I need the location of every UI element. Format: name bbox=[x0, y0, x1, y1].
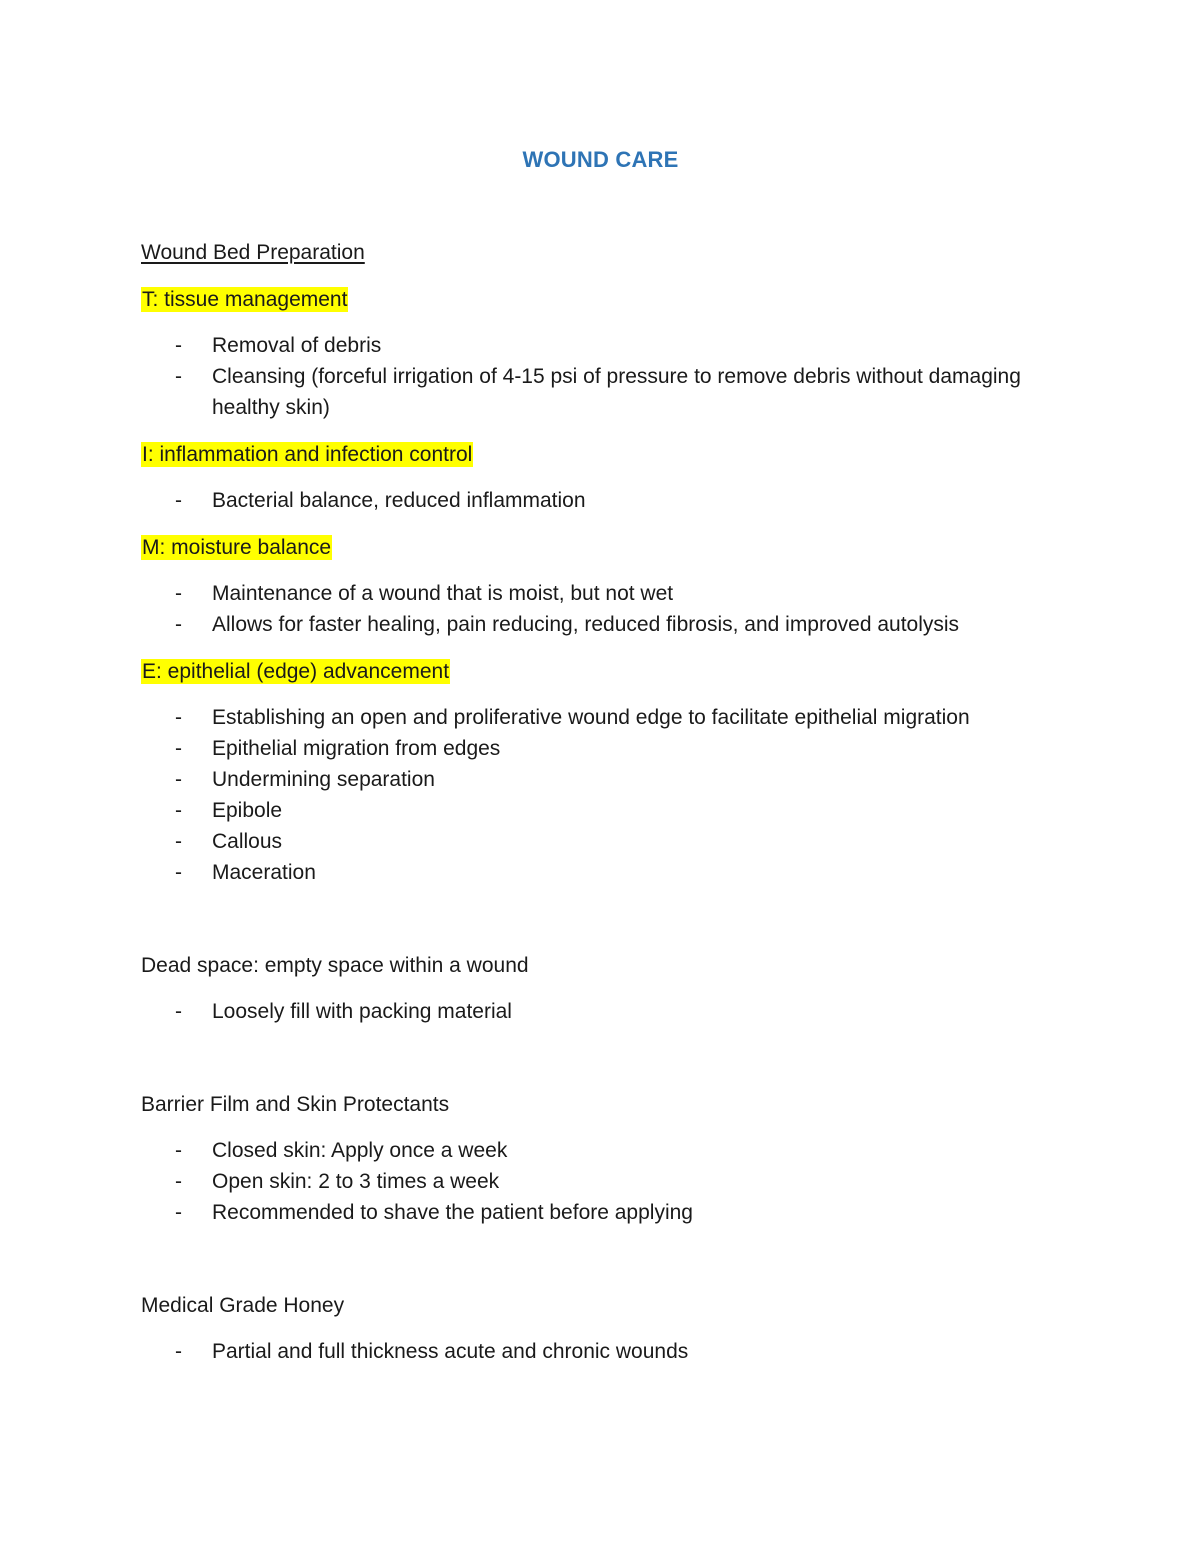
wound-bed-heading: Wound Bed Preparation bbox=[141, 241, 365, 264]
barrier-heading: Barrier Film and Skin Protectants bbox=[141, 1093, 450, 1116]
dash-bullet: - bbox=[175, 1139, 182, 1162]
section-m-highlight: M: moisture balance bbox=[142, 536, 332, 559]
section-t-label bbox=[141, 284, 1060, 315]
section-t-list bbox=[141, 330, 1060, 423]
section-m-label bbox=[141, 532, 1060, 563]
section-e-list bbox=[141, 702, 1060, 888]
list-item: - Open skin: 2 to 3 times a week bbox=[141, 1166, 1060, 1197]
dash-bullet: - bbox=[175, 365, 182, 388]
dash-bullet: - bbox=[175, 768, 182, 791]
dash-bullet: - bbox=[175, 1201, 182, 1224]
list-item: - Callous bbox=[141, 826, 1060, 857]
list-item: - Undermining separation bbox=[141, 764, 1060, 795]
dash-bullet: - bbox=[175, 830, 182, 853]
section-e-highlight: E: epithelial (edge) advancement bbox=[142, 660, 450, 683]
dash-bullet: - bbox=[175, 861, 182, 884]
list-item: - Allows for faster healing, pain reducing, reduced fibrosis, and improved autolysis bbox=[141, 609, 1060, 640]
list-item: - Bacterial balance, reduced inflammation bbox=[141, 485, 1060, 516]
dash-bullet: - bbox=[175, 613, 182, 636]
list-item: - Maintenance of a wound that is moist, but not wet bbox=[141, 578, 1060, 609]
list-item: - Partial and full thickness acute and chronic wounds bbox=[141, 1336, 1060, 1367]
honey-list bbox=[141, 1336, 1060, 1367]
dash-bullet: - bbox=[175, 737, 182, 760]
list-item: - Maceration bbox=[141, 857, 1060, 888]
dash-bullet: - bbox=[175, 799, 182, 822]
list-item: - Establishing an open and proliferative wound edge to facilitate epithelial migration bbox=[141, 702, 1060, 733]
section-i-list bbox=[141, 485, 1060, 516]
barrier-list bbox=[141, 1135, 1060, 1228]
list-item: - Epibole bbox=[141, 795, 1060, 826]
dash-bullet: - bbox=[175, 334, 182, 357]
list-item: - Recommended to shave the patient before applying bbox=[141, 1197, 1060, 1228]
section-i-highlight: I: inflammation and infection control bbox=[142, 443, 473, 466]
dash-bullet: - bbox=[175, 1340, 182, 1363]
dead-space-list bbox=[141, 996, 1060, 1027]
list-item: - Cleansing (forceful irrigation of 4-15 psi of pressure to remove debris without damaging healthy skin) bbox=[141, 361, 1060, 423]
list-item: - Loosely fill with packing material bbox=[141, 996, 1060, 1027]
section-m-list bbox=[141, 578, 1060, 640]
dead-space-heading: Dead space: empty space within a wound bbox=[141, 954, 529, 977]
list-item: - Removal of debris bbox=[141, 330, 1060, 361]
dash-bullet: - bbox=[175, 1000, 182, 1023]
dash-bullet: - bbox=[175, 582, 182, 605]
section-e-label bbox=[141, 656, 1060, 687]
dash-bullet: - bbox=[175, 706, 182, 729]
section-t-highlight: T: tissue management bbox=[142, 288, 348, 311]
list-item: - Epithelial migration from edges bbox=[141, 733, 1060, 764]
honey-heading: Medical Grade Honey bbox=[141, 1294, 345, 1317]
document-title: WOUND CARE bbox=[522, 147, 679, 172]
dash-bullet: - bbox=[175, 489, 182, 512]
dash-bullet: - bbox=[175, 1170, 182, 1193]
section-i-label bbox=[141, 439, 1060, 470]
list-item: - Closed skin: Apply once a week bbox=[141, 1135, 1060, 1166]
